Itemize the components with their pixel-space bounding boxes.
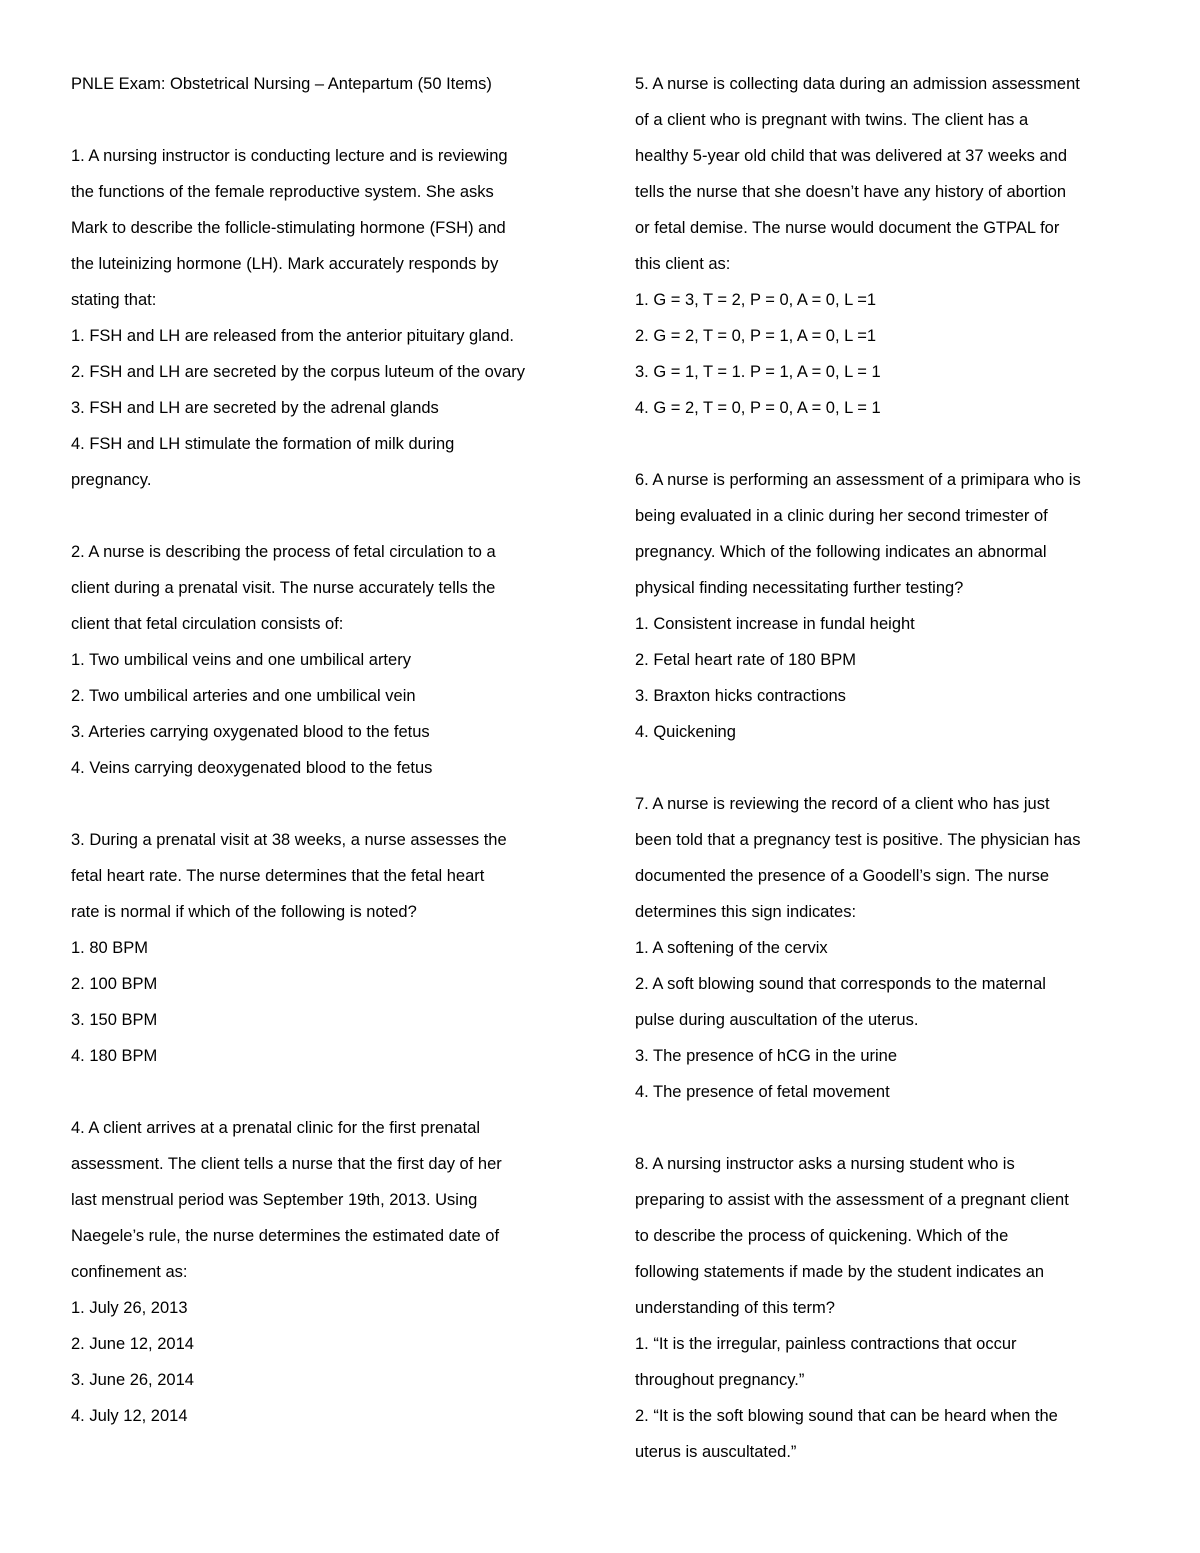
question-8 [635,1146,1140,1470]
question-stem-line: determines this sign indicates: [635,903,857,921]
answer-option: 4. The presence of fetal movement [635,1083,890,1101]
spacer [635,1110,1140,1146]
answer-option: 4. Veins carrying deoxygenated blood to the fetus [71,759,433,777]
spacer [635,426,1140,462]
question-stem-line: the luteinizing hormone (LH). Mark accurately responds by [71,255,499,273]
document-title: PNLE Exam: Obstetrical Nursing – Antepartum (50 Items) [71,75,492,93]
left-column [71,66,571,1434]
spacer [71,498,571,534]
answer-option: 2. FSH and LH are secreted by the corpus luteum of the ovary [71,363,525,381]
question-7 [635,786,1140,1110]
answer-option: pulse during auscultation of the uterus. [635,1011,919,1029]
answer-option: 2. “It is the soft blowing sound that can be heard when the [635,1407,1058,1425]
answer-option: 1. “It is the irregular, painless contractions that occur [635,1335,1017,1353]
question-stem-line: stating that: [71,291,157,309]
answer-option: 3. June 26, 2014 [71,1371,194,1389]
answer-option: 3. FSH and LH are secreted by the adrenal glands [71,399,439,417]
question-stem-line: last menstrual period was September 19th, 2013. Using [71,1191,478,1209]
answer-option: throughout pregnancy.” [635,1371,805,1389]
question-stem-line: of a client who is pregnant with twins. The client has a [635,111,1029,129]
spacer [71,1074,571,1110]
question-stem-line: Mark to describe the follicle-stimulating hormone (FSH) and [71,219,506,237]
question-stem-line: following statements if made by the student indicates an [635,1263,1045,1281]
answer-option: 3. Braxton hicks contractions [635,687,846,705]
question-stem-line: confinement as: [71,1263,188,1281]
question-stem-line: rate is normal if which of the following is noted? [71,903,417,921]
question-stem-line: fetal heart rate. The nurse determines that the fetal heart [71,867,485,885]
question-stem-line: Naegele’s rule, the nurse determines the estimated date of [71,1227,500,1245]
answer-option: 3. Arteries carrying oxygenated blood to the fetus [71,723,430,741]
question-2 [71,534,571,786]
question-4 [71,1110,571,1434]
answer-option: 2. A soft blowing sound that corresponds to the maternal [635,975,1046,993]
answer-option: 1. A softening of the cervix [635,939,828,957]
right-column [635,66,1140,1470]
question-stem-line: understanding of this term? [635,1299,835,1317]
answer-option: 3. The presence of hCG in the urine [635,1047,898,1065]
question-stem-line: 1. A nursing instructor is conducting lecture and is reviewing [71,147,508,165]
question-stem-line: documented the presence of a Goodell’s sign. The nurse [635,867,1049,885]
question-3 [71,822,571,1074]
question-stem-line: pregnancy. Which of the following indicates an abnormal [635,543,1047,561]
question-5 [635,66,1140,426]
question-stem-line: 7. A nurse is reviewing the record of a client who has just [635,795,1050,813]
answer-option: 1. July 26, 2013 [71,1299,188,1317]
answer-option: 2. Fetal heart rate of 180 BPM [635,651,857,669]
question-stem-line: been told that a pregnancy test is positive. The physician has [635,831,1081,849]
question-stem-line: to describe the process of quickening. Which of the [635,1227,1009,1245]
question-stem-line: 6. A nurse is performing an assessment of a primipara who is [635,471,1081,489]
question-stem-line: 3. During a prenatal visit at 38 weeks, a nurse assesses the [71,831,507,849]
question-stem-line: or fetal demise. The nurse would document the GTPAL for [635,219,1060,237]
question-stem-line: the functions of the female reproductive system. She asks [71,183,494,201]
answer-option: 1. G = 3, T = 2, P = 0, A = 0, L =1 [635,291,877,309]
answer-option: 1. FSH and LH are released from the anterior pituitary gland. [71,327,514,345]
answer-option: uterus is auscultated.” [635,1443,797,1461]
question-stem-line: 2. A nurse is describing the process of fetal circulation to a [71,543,496,561]
answer-option: 1. Consistent increase in fundal height [635,615,915,633]
spacer [71,102,571,138]
question-stem-line: 8. A nursing instructor asks a nursing student who is [635,1155,1015,1173]
spacer [71,786,571,822]
answer-option: 1. 80 BPM [71,939,149,957]
answer-option: 2. June 12, 2014 [71,1335,194,1353]
answer-option: 1. Two umbilical veins and one umbilical artery [71,651,411,669]
question-stem-line: client that fetal circulation consists of: [71,615,344,633]
question-stem-line: 5. A nurse is collecting data during an admission assessment [635,75,1080,93]
answer-option: 2. G = 2, T = 0, P = 1, A = 0, L =1 [635,327,877,345]
answer-option: 4. Quickening [635,723,736,741]
answer-option: 3. 150 BPM [71,1011,158,1029]
answer-option: pregnancy. [71,471,152,489]
answer-option: 2. Two umbilical arteries and one umbilical vein [71,687,416,705]
question-stem-line: physical finding necessitating further testing? [635,579,964,597]
answer-option: 4. July 12, 2014 [71,1407,188,1425]
answer-option: 4. G = 2, T = 0, P = 0, A = 0, L = 1 [635,399,881,417]
answer-option: 4. FSH and LH stimulate the formation of milk during [71,435,455,453]
question-stem-line: being evaluated in a clinic during her second trimester of [635,507,1048,525]
question-stem-line: preparing to assist with the assessment of a pregnant client [635,1191,1069,1209]
question-6 [635,462,1140,750]
question-stem-line: assessment. The client tells a nurse that the first day of her [71,1155,502,1173]
question-1 [71,138,571,498]
question-stem-line: healthy 5-year old child that was delivered at 37 weeks and [635,147,1068,165]
question-stem-line: client during a prenatal visit. The nurse accurately tells the [71,579,496,597]
question-stem-line: tells the nurse that she doesn’t have any history of abortion [635,183,1067,201]
question-stem-line: 4. A client arrives at a prenatal clinic for the first prenatal [71,1119,481,1137]
answer-option: 3. G = 1, T = 1. P = 1, A = 0, L = 1 [635,363,881,381]
answer-option: 4. 180 BPM [71,1047,158,1065]
spacer [635,750,1140,786]
question-stem-line: this client as: [635,255,731,273]
answer-option: 2. 100 BPM [71,975,158,993]
